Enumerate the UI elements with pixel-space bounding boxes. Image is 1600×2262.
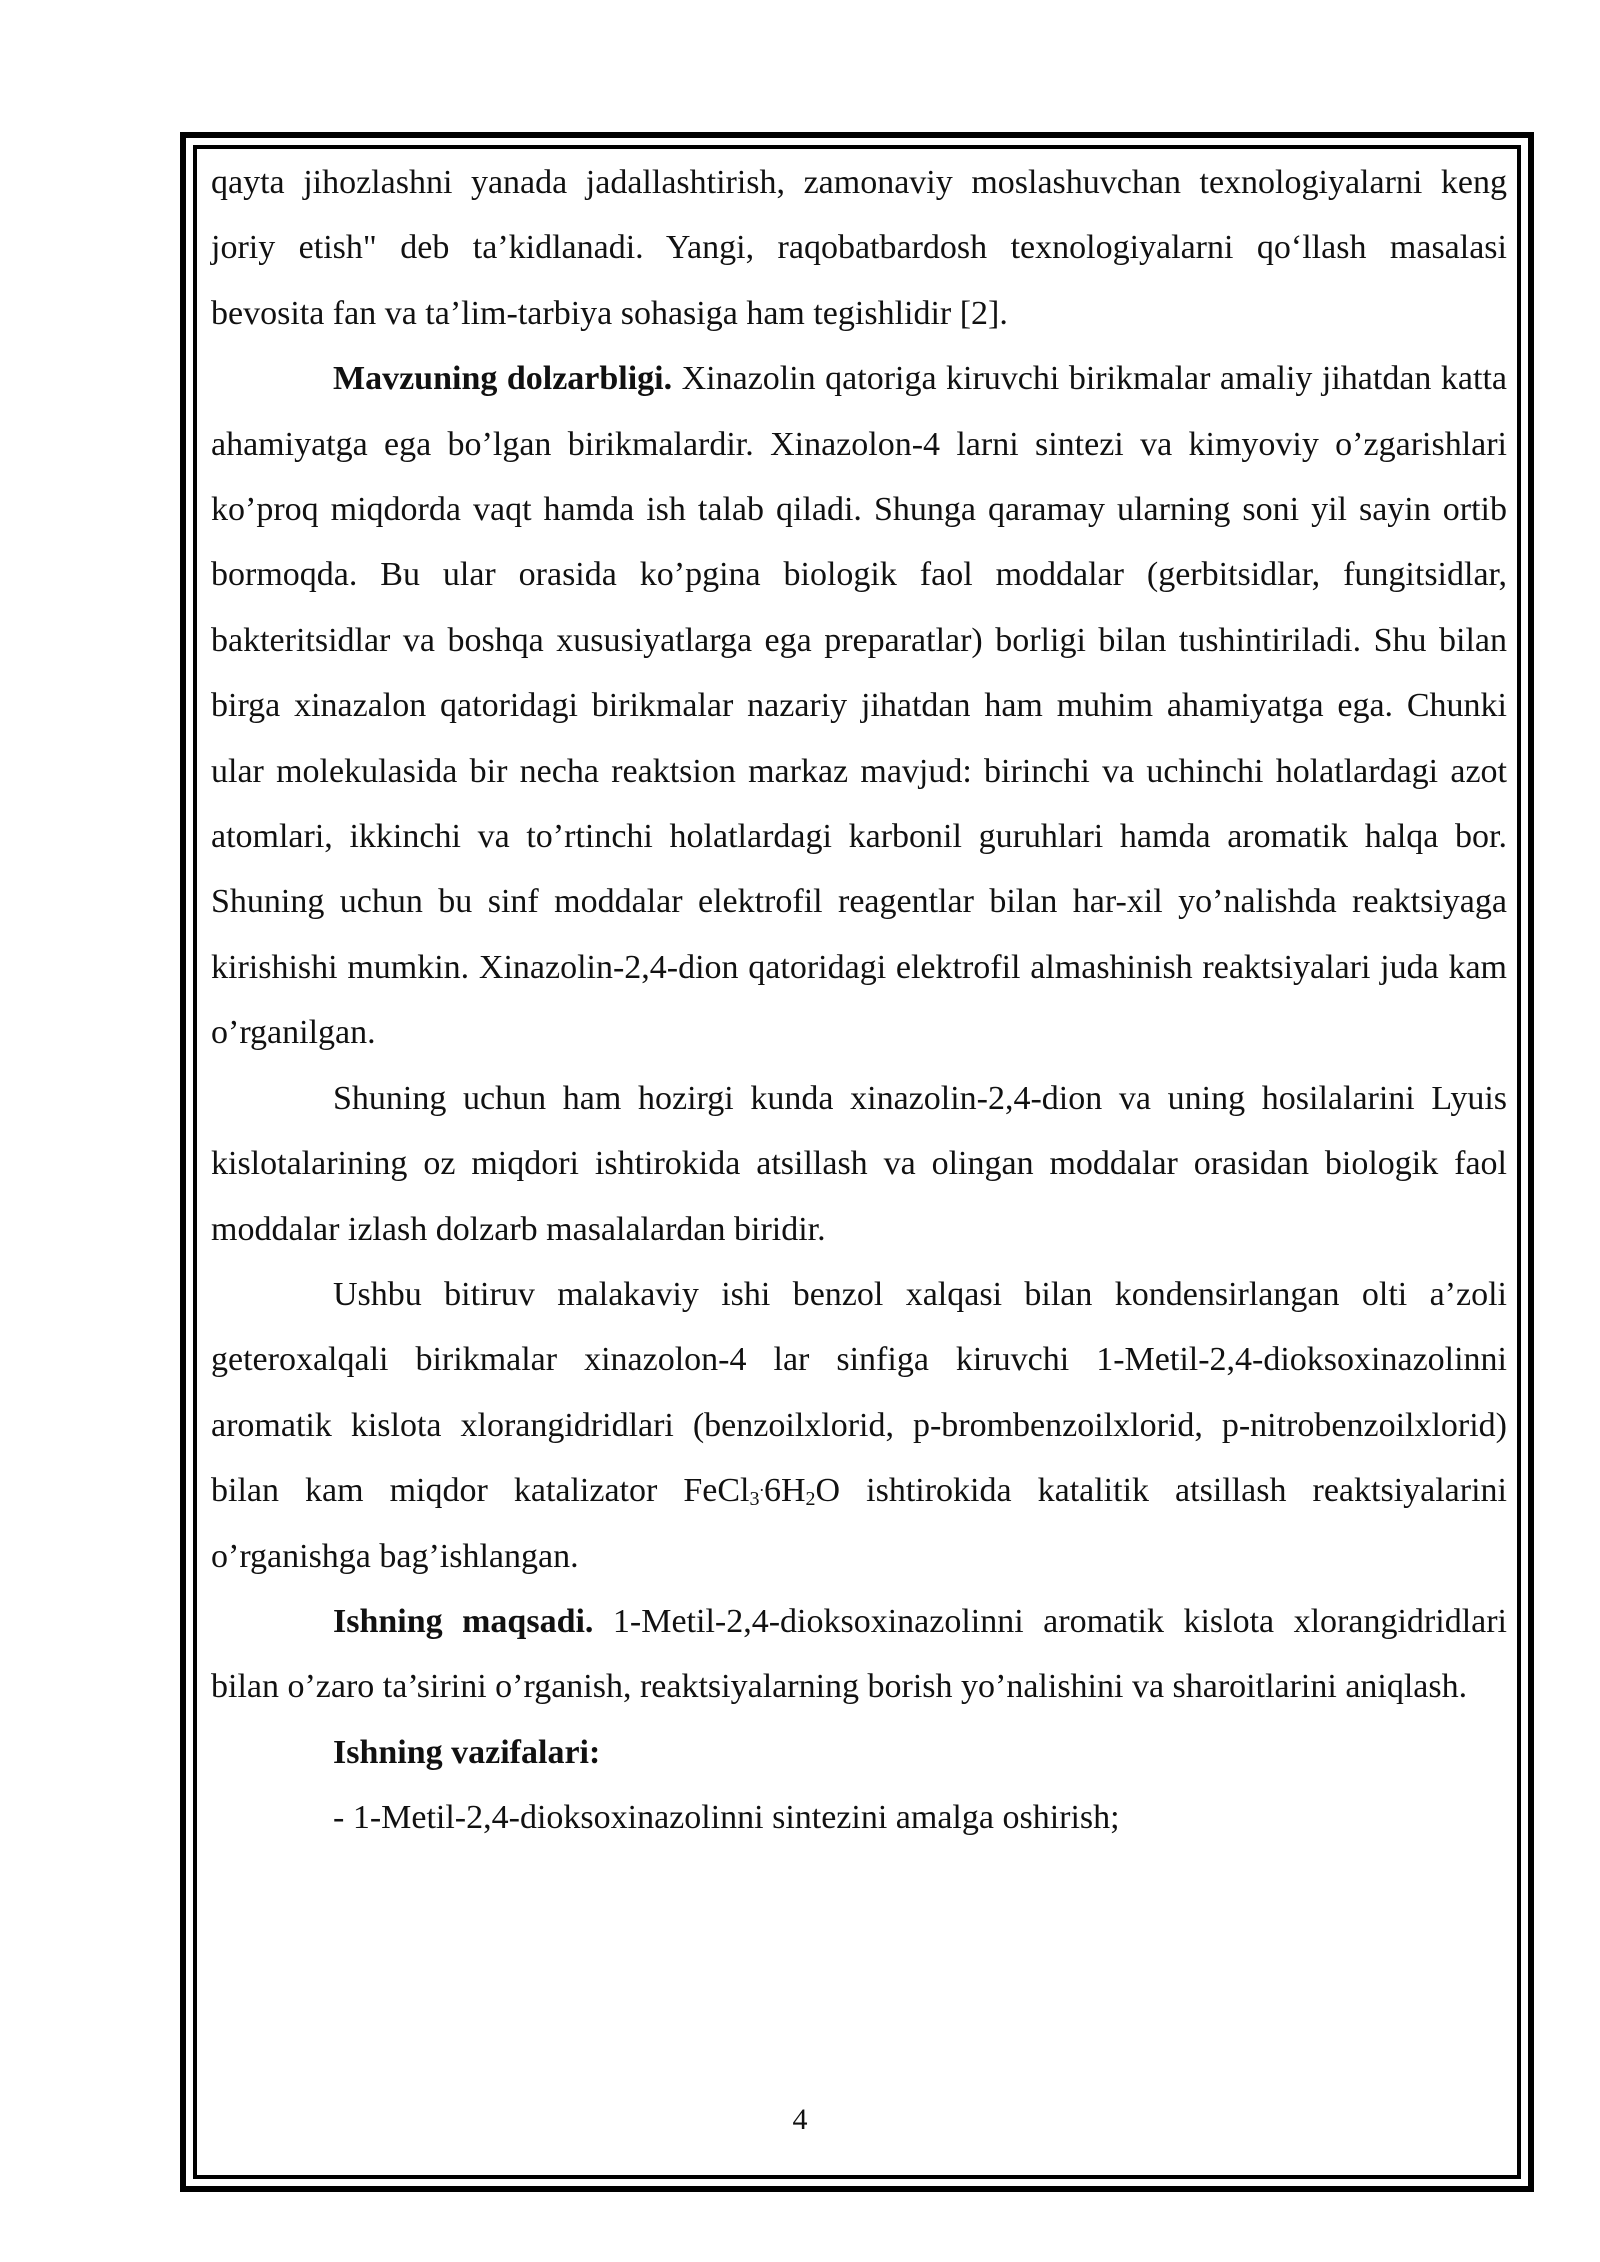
goal-text: 1-Metil-2,4-dioksoxinazolinni aromatik kislota xlorangidridlari bilan o’zaro ta’sirini o’rganish, reaktsiyalarning borish yo’nalishini va sharoitlarini aniqlash.	[211, 1602, 1507, 1706]
document-body	[211, 150, 1507, 1851]
formula-hydrate: 6H	[763, 1472, 806, 1510]
relevance-text: Xinazolin qatoriga kiruvchi birikmalar amaliy jihatdan katta ahamiyatga ega bo’lgan birikmalardir. Xinazolon-4 larni sintezi va kimyoviy o’zgarishlari ko’proq miqdorda vaqt hamda ish talab qiladi. Shunga qaramay ularning soni yil sayin ortib bormoqda. Bu ular orasida ko’pgina biologik faol moddalar (gerbitsidlar, fungitsidlar, bakteritsidlar va boshqa xususiyatlarga ega preparatlar) borligi bilan tushintiriladi. Shu bilan birga xinazalon qatoridagi birikmalar nazariy jihatdan ham muhim ahamiyatga ega. Chunki ular molekulasida bir necha reaktsion markaz mavjud: birinchi va uchinchi holatlardagi azot atomlari, ikkinchi va to’rtinchi holatlardagi karbonil guruhlari hamda aromatik halqa bor. Shuning uchun bu sinf moddalar elektrofil reagentlar bilan har-xil yo’nalishda reaktsiyaga kirishishi mumkin. Xinazolin-2,4-dion qatoridagi elektrofil almashinish reaktsiyalari juda kam o’rganilgan.	[211, 360, 1507, 1052]
list-item-task-1: - 1-Metil-2,4-dioksoxinazolinni sintezini amalga oshirish;	[333, 1799, 1120, 1837]
formula-subscript-3: 3	[749, 1488, 760, 1511]
page-number: 4	[792, 2103, 808, 2136]
paragraph-relevance	[211, 346, 1507, 1065]
thesis-subject-text-end: O ishtirokida katalitik atsillash reaktsiyalarini o’rganishga bag’ishlangan.	[211, 1472, 1507, 1575]
goal-heading: Ishning maqsadi.	[333, 1602, 594, 1640]
paragraph-lewis-acids: Shuning uchun ham hozirgi kunda xinazolin-2,4-dion va uning hosilalarini Lyuis kislotalarining oz miqdori ishtirokida atsillash va olingan moddalar orasidan biologik faol moddalar izlash dolzarb masalalardan biridir.	[211, 1079, 1507, 1248]
paragraph-goal	[211, 1589, 1507, 1720]
formula-subscript-2: 2	[805, 1488, 816, 1511]
paragraph-thesis-subject	[211, 1262, 1507, 1589]
paragraph-tasks-heading	[211, 1720, 1507, 1785]
thesis-subject-text: Ushbu bitiruv malakaviy ishi benzol xalqasi bilan kondensirlangan olti a’zoli geteroxalqali birikmalar xinazolon-4 lar sinfiga kiruvchi 1-Metil-2,4-dioksoxinazolinni aromatik kislota xlorangidridlari (benzoilxlorid, p-brombenzoilxlorid, p-nitrobenzoilxlorid) bilan kam miqdor katalizator FeCl	[211, 1275, 1507, 1510]
paragraph-intro: qayta jihozlashni yanada jadallashtirish, zamonaviy moslashuvchan texnologiyalarni keng joriy etish" deb ta’kidlanadi. Yangi, raqobatbardosh texnologiyalarni qo‘llash masalasi bevosita fan va ta’lim-tarbiya sohasiga ham tegishlidir [2].	[211, 164, 1507, 332]
tasks-heading: Ishning vazifalari:	[333, 1733, 601, 1771]
formula-dot: .	[759, 1475, 764, 1496]
relevance-heading: Mavzuning dolzarbligi.	[333, 360, 673, 398]
